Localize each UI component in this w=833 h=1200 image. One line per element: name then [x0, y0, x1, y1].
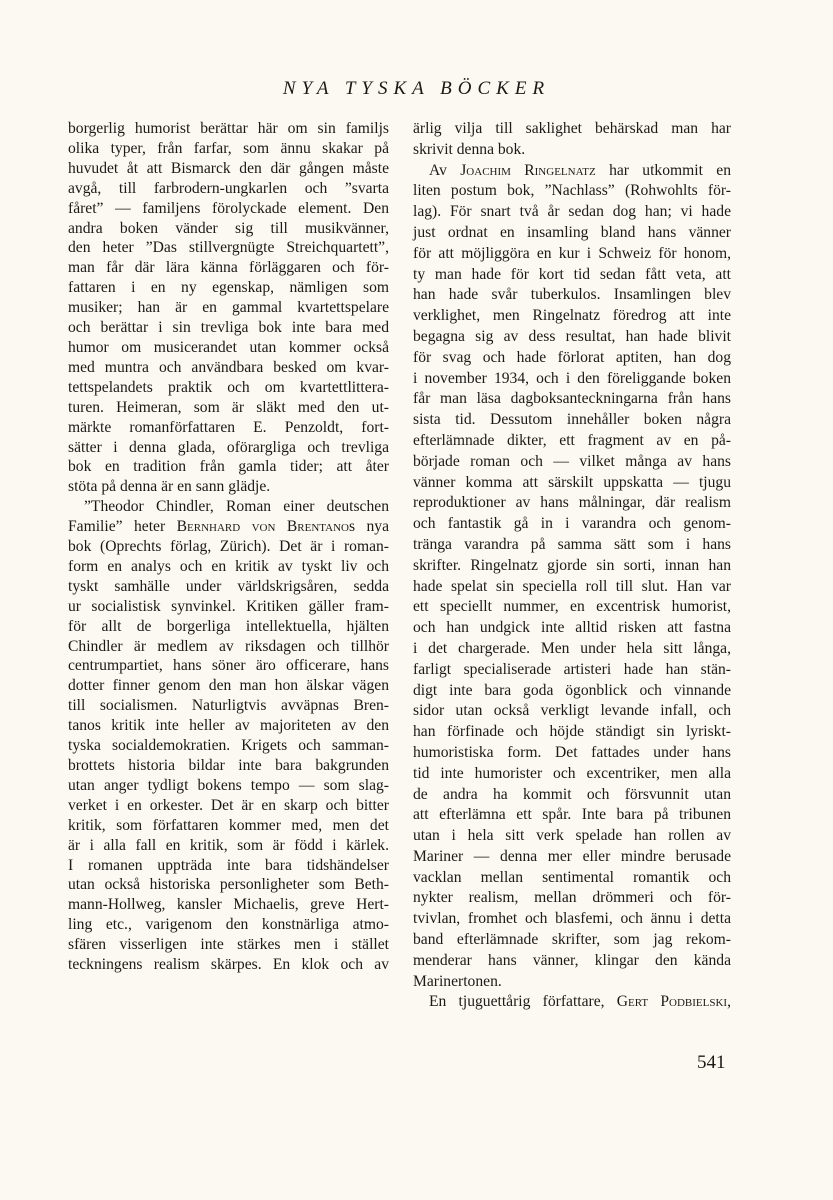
- text-line: [68, 497, 389, 517]
- text-line: [413, 556, 731, 577]
- text-line: [68, 517, 389, 537]
- text-line-content: [413, 410, 731, 431]
- text-line: [413, 701, 731, 722]
- text-line-content: [68, 955, 389, 975]
- text-line: [68, 776, 389, 796]
- text-line: [68, 577, 389, 597]
- text-segment: En tjuguettårig författare,: [429, 993, 617, 1011]
- text-segment: brottets historia bildar inte bara bakgrunden: [68, 757, 389, 774]
- text-segment: för svag och hade förlorat aptiten, han dog: [413, 348, 731, 366]
- text-line-content: [68, 219, 389, 239]
- text-line: [413, 847, 731, 868]
- text-segment: sista tid. Dessutom innehåller boken några: [413, 411, 731, 429]
- page-number: 541: [697, 1052, 726, 1073]
- text-line: [413, 577, 731, 598]
- text-line-content: [413, 348, 731, 369]
- text-line: [68, 617, 389, 637]
- text-segment: turen. Heimeran, som är släkt med den ut-: [68, 398, 389, 416]
- text-line: [68, 915, 389, 935]
- text-segment: efterlämnade dikter, ett fragment av en på-: [413, 431, 731, 449]
- text-line: [413, 473, 731, 494]
- text-segment: nykter realism, mellan drömmeri och för-: [413, 889, 731, 907]
- text-segment: tyska socialdemokratien. Krigets och samman-: [68, 737, 389, 755]
- text-line-content: [413, 639, 731, 660]
- text-line: [68, 656, 389, 676]
- text-segment: sätter i denna glada, oförargliga och trevliga: [68, 438, 389, 456]
- text-line: [413, 888, 731, 909]
- text-line: [68, 438, 389, 458]
- text-segment: digt inte bara goda ögonblick och vinnande: [413, 681, 731, 699]
- text-line-content: [68, 597, 389, 617]
- text-segment: band efterlämnade skrifter, som jag rekom-: [413, 931, 731, 949]
- text-segment: Familie” heter: [68, 518, 177, 536]
- text-line-content: [413, 473, 731, 494]
- text-line-content: [68, 378, 389, 398]
- text-segment: för allt de borgerliga intellektuella, hjälten: [68, 617, 389, 635]
- text-line-content: [413, 681, 731, 702]
- text-line-content: [413, 701, 731, 722]
- text-line-content: [413, 722, 731, 743]
- text-line-content: [413, 535, 731, 556]
- text-line: [68, 119, 389, 139]
- text-line: [413, 369, 731, 390]
- text-line: [68, 856, 389, 876]
- text-line-content: [413, 265, 731, 286]
- text-segment: stöta på denna är en sann glädje.: [68, 478, 271, 496]
- text-column-left: [68, 119, 389, 975]
- text-line-content: [413, 618, 731, 639]
- text-line-content: [68, 716, 389, 736]
- text-segment: fåret” — familjens förolyckade element. Den: [68, 199, 389, 217]
- text-line: [68, 557, 389, 577]
- text-line: [68, 875, 389, 895]
- text-segment: och han undgick inte alltid risken att fastna: [413, 619, 731, 637]
- text-line-content: [68, 298, 389, 318]
- text-segment: verket i en orkester. Det är en skarp och bitter: [68, 796, 389, 814]
- text-line: [413, 992, 731, 1013]
- text-line-content: [413, 389, 731, 410]
- text-line: [68, 338, 389, 358]
- text-segment: man får där lära känna förläggaren och för-: [68, 259, 389, 277]
- text-segment: bok en tradition från gamla tider; att åter: [68, 458, 389, 476]
- text-line: [68, 935, 389, 955]
- text-line-content: [413, 785, 731, 806]
- text-line-content: [68, 895, 389, 915]
- text-line-content: [68, 278, 389, 298]
- text-segment: tettspelandets praktik och om kvartettlittera-: [68, 378, 389, 396]
- text-line-content: [68, 577, 389, 597]
- text-segment: han förfinade och höjde ständigt sin lyriskt-: [413, 723, 731, 741]
- text-line: [413, 805, 731, 826]
- text-line-content: [413, 577, 731, 598]
- text-segment: tvivlan, fromhet och blasfemi, och ännu i detta: [413, 910, 731, 928]
- text-segment: tyskt samhälle under världskrigsåren, sedda: [68, 577, 389, 595]
- text-line-content: [68, 139, 389, 159]
- text-line: [413, 868, 731, 889]
- text-segment: reproduktioner av hans målningar, där realism: [413, 494, 731, 512]
- text-line: [413, 514, 731, 535]
- text-line-content: [413, 244, 731, 265]
- text-line: [68, 477, 389, 497]
- text-line: [413, 119, 731, 140]
- text-segment: lag). För snart två år sedan dog han; vi hade: [413, 203, 731, 221]
- text-line: [413, 764, 731, 785]
- text-line-content: [413, 868, 731, 889]
- text-line-content: [68, 836, 389, 856]
- text-line: [413, 140, 731, 161]
- text-segment: s nya: [348, 518, 389, 536]
- text-line-content: [68, 398, 389, 418]
- text-segment: tanos kritik inte heller av majoriteten av den: [68, 717, 389, 735]
- text-line: [413, 223, 731, 244]
- text-line-content: [68, 199, 389, 219]
- text-line: [68, 238, 389, 258]
- text-line-content: [413, 972, 731, 993]
- text-line-content: [68, 875, 389, 895]
- text-line-content: [68, 656, 389, 676]
- text-line-content: [413, 202, 731, 223]
- text-line-content: [68, 477, 389, 497]
- text-line: [413, 535, 731, 556]
- text-segment: hade spelat sin speciella roll till slut. Han var: [413, 577, 731, 595]
- text-line-content: [413, 119, 731, 140]
- text-segment: utan också historiska personligheter som Beth-: [68, 876, 389, 894]
- text-segment: vacklan mellan sentimental romantik och: [413, 868, 731, 886]
- text-segment: dotter finner genom den man hon älskar vägen: [68, 677, 389, 695]
- text-line-content: [68, 816, 389, 836]
- text-line: [68, 955, 389, 975]
- text-line-content: [68, 258, 389, 278]
- text-segment: Av: [429, 161, 461, 179]
- text-line-content: [413, 493, 731, 514]
- text-line-content: [68, 238, 389, 258]
- text-line: [68, 258, 389, 278]
- text-segment: Mariner — denna mer eller mindre berusade: [413, 847, 731, 865]
- text-segment: sfären visserligen inte stärkes men i stället: [68, 936, 389, 954]
- text-line: [413, 660, 731, 681]
- text-line-content: [413, 764, 731, 785]
- text-segment: humor om musicerandet utan kommer också: [68, 338, 389, 356]
- text-line-content: [429, 992, 731, 1013]
- text-line-content: [413, 514, 731, 535]
- text-line: [68, 756, 389, 776]
- text-line-content: [413, 888, 731, 909]
- text-segment: bok (Oprechts förlag, Zürich). Det är i roman-: [68, 538, 389, 556]
- text-line: [68, 537, 389, 557]
- text-line: [413, 327, 731, 348]
- text-segment: andra boken vänder sig till musikvänner,: [68, 219, 389, 237]
- text-line: [413, 389, 731, 410]
- text-segment: ur socialistisk synvinkel. Kritiken gäller fram-: [68, 597, 389, 615]
- text-segment: mann-Hollweg, kansler Michaelis, greve Hert-: [68, 896, 389, 914]
- text-line-content: [84, 497, 389, 517]
- text-line: [68, 796, 389, 816]
- text-line-content: [68, 517, 389, 537]
- text-line: [68, 736, 389, 756]
- text-line-content: [68, 915, 389, 935]
- text-line-content: [413, 369, 731, 390]
- text-line: [413, 618, 731, 639]
- text-line-content: [413, 805, 731, 826]
- text-line: [413, 597, 731, 618]
- text-line-content: [413, 452, 731, 473]
- text-segment: farligt specialiserade artisteri hade han stän-: [413, 660, 731, 678]
- text-line-content: [413, 306, 731, 327]
- text-line-content: [413, 597, 731, 618]
- text-line-content: [413, 223, 731, 244]
- text-line: [413, 722, 731, 743]
- text-line-content: [413, 930, 731, 951]
- text-line-content: [68, 736, 389, 756]
- text-line-content: [68, 537, 389, 557]
- text-line: [68, 457, 389, 477]
- text-line: [413, 909, 731, 930]
- author-name-small-caps: Gert Podbielski: [616, 993, 728, 1011]
- text-segment: ärlig vilja till saklighet behärskad man har: [413, 120, 731, 137]
- text-line-content: [68, 617, 389, 637]
- text-line-content: [68, 318, 389, 338]
- text-line: [68, 298, 389, 318]
- text-segment: avgå, till farbrodern-ungkarlen och ”svarta: [68, 179, 389, 197]
- text-line-content: [68, 796, 389, 816]
- text-segment: fattaren i en ny egenskap, nämligen som: [68, 279, 389, 297]
- text-line-content: [68, 756, 389, 776]
- text-segment: liten postum bok, ”Nachlass” (Rohwohlts för-: [413, 182, 731, 200]
- text-line-content: [413, 826, 731, 847]
- text-segment: ”Theodor Chindler, Roman einer deutschen: [84, 498, 389, 516]
- text-line-content: [413, 327, 731, 348]
- text-segment: vänner komma att särskilt uppskatta — tjugu: [413, 473, 731, 491]
- text-line: [413, 639, 731, 660]
- text-line: [413, 181, 731, 202]
- text-segment: skrifter. Ringelnatz gjorde sin sorti, innan han: [413, 556, 731, 574]
- text-segment: i november 1934, och i den föreliggande boken: [413, 369, 731, 387]
- text-segment: huvudet åt att Bismarck den där gången måste: [68, 159, 389, 177]
- text-line-content: [413, 285, 731, 306]
- text-line-content: [413, 140, 731, 161]
- text-line: [68, 816, 389, 836]
- text-segment: kritik, som författaren kommer med, men det: [68, 816, 389, 834]
- text-segment: den heter ”Das stillvergnügte Streichquartett”,: [68, 239, 389, 257]
- text-segment: i det chargerade. Men under hela sitt långa,: [413, 639, 731, 657]
- text-line: [68, 696, 389, 716]
- text-line-content: [68, 557, 389, 577]
- text-segment: och berättar i sin trevliga bok inte bara med: [68, 319, 389, 337]
- text-segment: humoristiska form. Det fattades under hans: [413, 743, 731, 761]
- author-name-small-caps: Bernhard von Brentano: [176, 518, 349, 536]
- text-line-content: [68, 338, 389, 358]
- text-line: [68, 716, 389, 736]
- text-segment: Chindler är medlem av riksdagen och tillhör: [68, 637, 389, 655]
- text-line-content: [68, 179, 389, 199]
- text-segment: utan anger tydligt bokens tempo — som slag-: [68, 776, 389, 794]
- text-segment: får man läsa dagboksanteckningarna från hans: [413, 390, 731, 408]
- text-segment: skrivit denna bok.: [413, 140, 526, 158]
- text-line: [413, 452, 731, 473]
- text-line-content: [68, 418, 389, 438]
- text-line: [413, 972, 731, 993]
- text-line: [68, 139, 389, 159]
- text-segment: verklighet, men Ringelnatz föredrog att inte: [413, 307, 731, 325]
- text-line-content: [68, 119, 389, 139]
- text-line-content: [413, 909, 731, 930]
- text-line: [413, 826, 731, 847]
- text-segment: till socialismen. Naturligtvis avväpnas Bren-: [68, 697, 389, 715]
- text-line-content: [413, 951, 731, 972]
- text-segment: märkte romanförfattaren E. Penzoldt, fort-: [68, 418, 389, 436]
- text-segment: för att möjliggöra en kur i Schweiz för honom,: [413, 244, 731, 262]
- text-line: [413, 306, 731, 327]
- text-line-content: [413, 431, 731, 452]
- text-segment: sidor utan också verkligt levande infall, och: [413, 702, 731, 720]
- text-line-content: [413, 847, 731, 868]
- text-segment: ty man hade för kort tid sedan fått veta, att: [413, 265, 731, 283]
- text-segment: musiker; han är en gammal kvartettspelare: [68, 299, 389, 317]
- text-line-content: [68, 358, 389, 378]
- text-segment: att efterlämna ett spår. Inte bara på tribunen: [413, 806, 731, 824]
- text-line-content: [68, 696, 389, 716]
- text-segment: tränga varandra på samma sätt som i hans: [413, 535, 731, 553]
- text-segment: centrumpartiet, hans söner äro officerare, hans: [68, 657, 389, 675]
- text-line: [68, 278, 389, 298]
- text-line: [413, 265, 731, 286]
- text-segment: är i alla fall en kritik, som är född i kärlek.: [68, 836, 389, 854]
- text-segment: borgerlig humorist berättar här om sin familjs: [68, 120, 389, 137]
- text-line: [68, 318, 389, 338]
- text-line: [413, 348, 731, 369]
- text-line: [68, 676, 389, 696]
- text-line: [413, 930, 731, 951]
- text-line-content: [413, 556, 731, 577]
- text-line: [68, 179, 389, 199]
- text-line: [68, 358, 389, 378]
- text-line: [68, 199, 389, 219]
- text-segment: han hade svår tuberkulos. Insamlingen blev: [413, 286, 731, 304]
- text-line: [413, 951, 731, 972]
- text-segment: begagna sig av dess resultat, han hade blivit: [413, 327, 731, 345]
- text-line: [68, 378, 389, 398]
- text-line: [68, 159, 389, 179]
- text-line-content: [68, 438, 389, 458]
- text-segment: teckningens realism skärpes. En klok och av: [68, 956, 389, 974]
- text-line-content: [68, 935, 389, 955]
- text-line: [413, 410, 731, 431]
- text-line: [413, 681, 731, 702]
- text-line-content: [413, 181, 731, 202]
- text-segment: ling etc., varigenom den konstnärliga atmo-: [68, 916, 389, 934]
- text-line: [413, 285, 731, 306]
- text-segment: ,: [727, 993, 731, 1011]
- text-line-content: [413, 743, 731, 764]
- text-segment: menderar hans vänner, klingar den kända: [413, 951, 731, 969]
- text-line: [413, 244, 731, 265]
- text-segment: I romanen uppträda inte bara tidshändelser: [68, 856, 389, 874]
- text-line: [68, 398, 389, 418]
- text-segment: ett speciellt nummer, en excentrisk humorist,: [413, 598, 731, 616]
- text-segment: har utkommit en: [595, 161, 731, 179]
- text-segment: just ordnat en insamling bland hans vänner: [413, 223, 731, 241]
- text-line: [68, 418, 389, 438]
- running-header-title: NYA TYSKA BÖCKER: [282, 78, 551, 99]
- text-line: [413, 785, 731, 806]
- text-line-content: [429, 161, 731, 182]
- text-line: [413, 161, 731, 182]
- text-line-content: [68, 159, 389, 179]
- text-segment: tid inte humorister och excentriker, men alla: [413, 764, 731, 782]
- text-segment: Marinertonen.: [413, 972, 502, 990]
- text-segment: form en analys och en kritik av tyskt liv och: [68, 557, 389, 575]
- text-line-content: [68, 457, 389, 477]
- text-line: [68, 219, 389, 239]
- text-line-content: [68, 856, 389, 876]
- text-line: [413, 431, 731, 452]
- text-line: [68, 597, 389, 617]
- author-name-small-caps: Joachim Ringelnatz: [460, 161, 596, 179]
- text-line-content: [68, 637, 389, 657]
- text-segment: och fantastik gå in i varandra och genom-: [413, 515, 731, 533]
- text-segment: började roman och — vilket många av hans: [413, 452, 731, 470]
- text-line: [68, 895, 389, 915]
- text-segment: olika typer, från farfar, som ännu skakar på: [68, 139, 389, 157]
- text-line-content: [413, 660, 731, 681]
- text-line: [413, 202, 731, 223]
- text-line: [68, 836, 389, 856]
- text-line: [413, 743, 731, 764]
- text-segment: med muntra och användbara besked om kvar-: [68, 358, 389, 376]
- text-line: [68, 637, 389, 657]
- text-segment: utan i hela sitt verk spelade han rollen av: [413, 827, 731, 845]
- text-line: [413, 493, 731, 514]
- text-line-content: [68, 776, 389, 796]
- text-segment: de andra ha kommit och försvunnit utan: [413, 785, 731, 803]
- text-column-right: [413, 119, 731, 1013]
- text-line-content: [68, 676, 389, 696]
